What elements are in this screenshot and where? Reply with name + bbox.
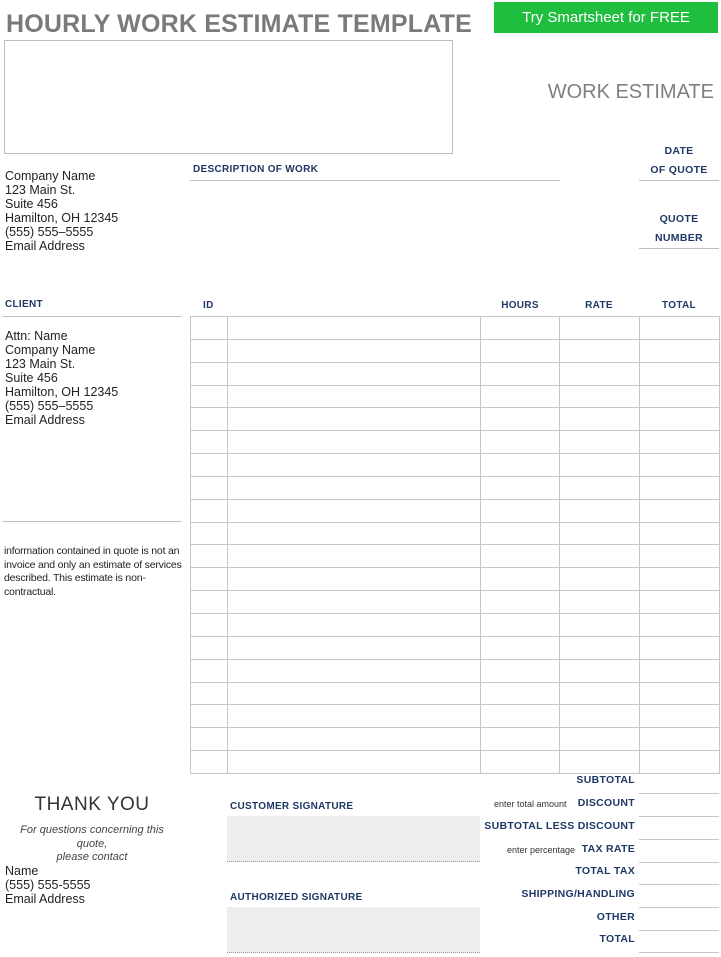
item-hours-cell[interactable] [481,568,560,591]
item-hours-cell[interactable] [481,591,560,614]
tax-rate-row [480,840,719,863]
item-description-cell[interactable] [228,476,481,499]
item-total-cell[interactable] [640,659,720,682]
item-id-cell[interactable] [191,613,228,636]
item-id-cell[interactable] [191,339,228,362]
item-rate-cell[interactable] [560,636,640,659]
quote-number-label-1: QUOTE [659,213,699,225]
page-title: HOURLY WORK ESTIMATE TEMPLATE [6,10,472,38]
questions-line-2: please contact [56,851,128,863]
item-rate-cell[interactable] [560,454,640,477]
disclaimer-text: information contained in quote is not an invoice and only an estimate of services described. This estimate is non-contractual. [4,545,182,598]
customer-signature-label: CUSTOMER SIGNATURE [230,801,354,812]
discount-row [480,794,719,817]
table-row [191,613,720,636]
item-hours-cell[interactable] [481,499,560,522]
item-hours-cell[interactable] [481,636,560,659]
item-description-cell[interactable] [228,751,481,774]
subtotal-value[interactable] [639,771,719,794]
line-items-table [190,316,720,774]
quote-number-label-2: NUMBER [655,232,703,244]
item-id-cell[interactable] [191,476,228,499]
logo-placeholder[interactable] [4,40,453,154]
table-row [191,362,720,385]
client-city: Hamilton, OH 12345 [5,385,119,399]
item-id-cell[interactable] [191,659,228,682]
company-name: Company Name [5,169,96,183]
item-id-cell[interactable] [191,454,228,477]
item-hours-cell[interactable] [481,545,560,568]
table-row [191,728,720,751]
description-label: DESCRIPTION OF WORK [193,164,319,175]
item-id-cell[interactable] [191,499,228,522]
item-hours-cell[interactable] [481,728,560,751]
item-rate-cell[interactable] [560,431,640,454]
col-header-id: ID [203,300,214,311]
item-description-cell[interactable] [228,317,481,340]
item-hours-cell[interactable] [481,317,560,340]
table-row [191,431,720,454]
table-row [191,636,720,659]
company-street: 123 Main St. [5,183,76,197]
item-total-cell[interactable] [640,408,720,431]
col-header-total: TOTAL [662,300,696,311]
table-row [191,522,720,545]
item-hours-cell[interactable] [481,431,560,454]
client-label: CLIENT [5,299,43,310]
item-total-cell[interactable] [640,476,720,499]
item-total-cell[interactable] [640,636,720,659]
item-rate-cell[interactable] [560,659,640,682]
subtotal-row [480,771,719,794]
tax-rate-value[interactable] [639,840,719,863]
item-total-cell[interactable] [640,499,720,522]
date-label-2: OF QUOTE [650,164,708,176]
table-row [191,408,720,431]
item-description-cell[interactable] [228,636,481,659]
item-id-cell[interactable] [191,362,228,385]
item-total-cell[interactable] [640,545,720,568]
item-total-cell[interactable] [640,454,720,477]
item-hours-cell[interactable] [481,522,560,545]
item-hours-cell[interactable] [481,339,560,362]
contact-name: Name [5,864,39,878]
company-phone: (555) 555–5555 [5,225,94,239]
item-id-cell[interactable] [191,636,228,659]
item-id-cell[interactable] [191,545,228,568]
item-total-cell[interactable] [640,705,720,728]
item-id-cell[interactable] [191,682,228,705]
client-address[interactable] [5,329,118,427]
other-value[interactable] [639,908,719,931]
total-tax-value[interactable] [639,862,719,885]
work-estimate-heading: WORK ESTIMATE [547,81,714,103]
item-rate-cell[interactable] [560,499,640,522]
item-id-cell[interactable] [191,522,228,545]
item-description-cell[interactable] [228,682,481,705]
client-underline [2,316,182,317]
item-total-cell[interactable] [640,591,720,614]
company-suite: Suite 456 [5,197,58,211]
client-phone: (555) 555–5555 [5,399,94,413]
item-rate-cell[interactable] [560,568,640,591]
item-description-cell[interactable] [228,408,481,431]
item-rate-cell[interactable] [560,705,640,728]
subtotal-less-discount-row [480,817,719,840]
shipping-label: SHIPPING/HANDLING [521,888,635,900]
thank-you-heading: THANK YOU [34,794,150,815]
item-id-cell[interactable] [191,728,228,751]
item-rate-cell[interactable] [560,408,640,431]
item-id-cell[interactable] [191,431,228,454]
item-total-cell[interactable] [640,751,720,774]
item-id-cell[interactable] [191,385,228,408]
tax-rate-label: TAX RATE [581,843,635,855]
item-description-cell[interactable] [228,568,481,591]
item-total-cell[interactable] [640,431,720,454]
item-rate-cell[interactable] [560,317,640,340]
table-row [191,499,720,522]
shipping-row [480,885,719,908]
description-field[interactable] [190,182,560,292]
client-email: Email Address [5,413,85,427]
item-description-cell[interactable] [228,431,481,454]
quote-number-underline [639,248,719,249]
item-total-cell[interactable] [640,728,720,751]
item-id-cell[interactable] [191,751,228,774]
table-row [191,385,720,408]
authorized-signature-field[interactable] [227,907,480,953]
item-hours-cell[interactable] [481,476,560,499]
client-attn: Attn: Name [5,329,68,343]
company-address [5,169,118,253]
item-id-cell[interactable] [191,705,228,728]
item-rate-cell[interactable] [560,545,640,568]
other-label: OTHER [596,911,635,923]
item-id-cell[interactable] [191,408,228,431]
item-rate-cell[interactable] [560,728,640,751]
client-street: 123 Main St. [5,357,76,371]
item-description-cell[interactable] [228,728,481,751]
item-hours-cell[interactable] [481,682,560,705]
item-description-cell[interactable] [228,362,481,385]
item-rate-cell[interactable] [560,591,640,614]
discount-label: DISCOUNT [577,797,635,809]
subtotal-less-discount-label: SUBTOTAL LESS DISCOUNT [484,820,635,832]
item-description-cell[interactable] [228,591,481,614]
contact-email: Email Address [5,892,85,906]
item-description-cell[interactable] [228,522,481,545]
table-row [191,339,720,362]
client-company: Company Name [5,343,96,357]
table-row [191,591,720,614]
contact-phone: (555) 555-5555 [5,878,91,892]
contact-info [5,864,90,906]
item-hours-cell[interactable] [481,659,560,682]
grand-total-value[interactable] [639,930,719,953]
table-row [191,705,720,728]
item-description-cell[interactable] [228,454,481,477]
item-total-cell[interactable] [640,339,720,362]
item-total-cell[interactable] [640,613,720,636]
tax-rate-hint: enter percentage [507,845,576,855]
table-row [191,317,720,340]
item-description-cell[interactable] [228,499,481,522]
item-description-cell[interactable] [228,385,481,408]
company-city: Hamilton, OH 12345 [5,211,119,225]
item-id-cell[interactable] [191,591,228,614]
item-description-cell[interactable] [228,705,481,728]
item-total-cell[interactable] [640,385,720,408]
subtotal-less-discount-value[interactable] [639,817,719,840]
item-hours-cell[interactable] [481,751,560,774]
item-total-cell[interactable] [640,362,720,385]
description-underline [190,180,560,181]
item-rate-cell[interactable] [560,476,640,499]
table-row [191,751,720,774]
table-row [191,682,720,705]
col-header-rate: RATE [585,300,613,311]
try-smartsheet-button[interactable]: Try Smartsheet for FREE [494,2,718,33]
authorized-signature-label: AUTHORIZED SIGNATURE [230,892,363,903]
table-row [191,454,720,477]
client-suite: Suite 456 [5,371,58,385]
total-tax-label: TOTAL TAX [575,865,635,877]
other-row [480,908,719,931]
shipping-value[interactable] [639,885,719,908]
item-rate-cell[interactable] [560,385,640,408]
item-total-cell[interactable] [640,682,720,705]
grand-total-label: TOTAL [599,933,635,945]
item-hours-cell[interactable] [481,385,560,408]
client-bottom-line [2,521,182,522]
grand-total-row [480,930,719,953]
item-total-cell[interactable] [640,317,720,340]
customer-signature-field[interactable] [227,816,480,862]
item-hours-cell[interactable] [481,705,560,728]
item-hours-cell[interactable] [481,454,560,477]
discount-hint: enter total amount [494,799,567,809]
date-underline [639,180,719,181]
table-row [191,659,720,682]
questions-note [4,824,180,865]
item-id-cell[interactable] [191,317,228,340]
date-label-1: DATE [664,145,694,157]
table-row [191,545,720,568]
item-hours-cell[interactable] [481,408,560,431]
item-id-cell[interactable] [191,568,228,591]
col-header-hours: HOURS [501,300,539,311]
item-total-cell[interactable] [640,522,720,545]
item-rate-cell[interactable] [560,339,640,362]
discount-value[interactable] [639,794,719,817]
total-tax-row [480,862,719,885]
item-description-cell[interactable] [228,339,481,362]
item-description-cell[interactable] [228,545,481,568]
item-rate-cell[interactable] [560,522,640,545]
table-row [191,476,720,499]
item-hours-cell[interactable] [481,362,560,385]
item-total-cell[interactable] [640,568,720,591]
questions-line-1: For questions concerning this quote, [20,824,164,850]
item-rate-cell[interactable] [560,362,640,385]
item-hours-cell[interactable] [481,613,560,636]
item-description-cell[interactable] [228,659,481,682]
company-email: Email Address [5,239,85,253]
item-description-cell[interactable] [228,613,481,636]
item-rate-cell[interactable] [560,751,640,774]
subtotal-label: SUBTOTAL [576,774,635,786]
item-rate-cell[interactable] [560,613,640,636]
table-row [191,568,720,591]
item-rate-cell[interactable] [560,682,640,705]
